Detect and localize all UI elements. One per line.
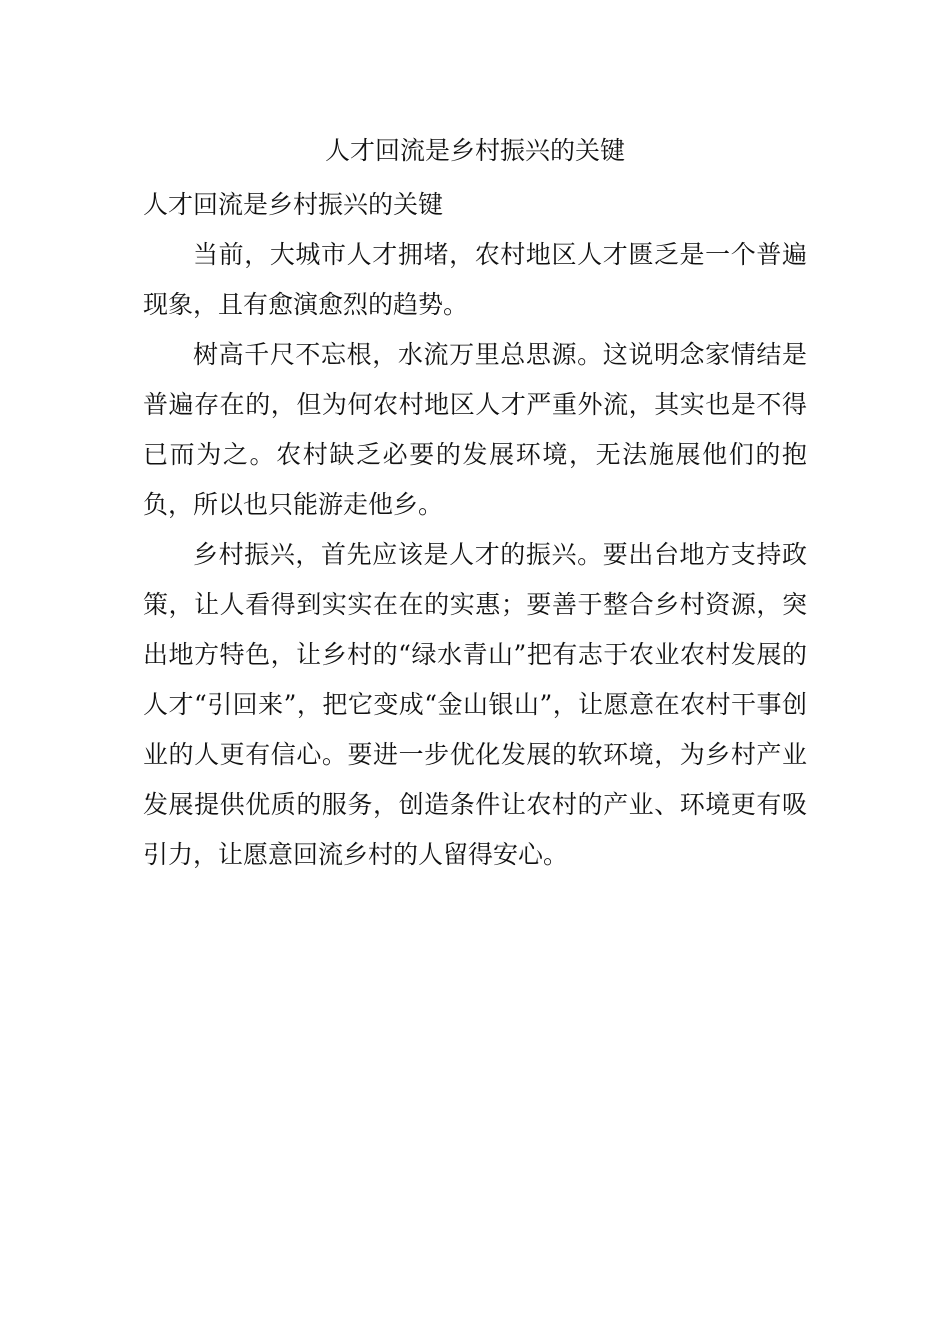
document-subtitle: 人才回流是乡村振兴的关键	[143, 190, 444, 219]
paragraph-3: 乡村振兴，首先应该是人才的振兴。要出台地方支持政策，让人看得到实实在在的实惠；要善于整合乡村资源，突出地方特色，让乡村的“绿水青山”把有志于农业农村发展的人才“引回来”，把它变成“金山银山”，让愿意在农村干事创业的人更有信心。要进一步优化发展的软环境，为乡村产业发展提供优质的服务，创造条件让农村的产业、环境更有吸引力，让愿意回流乡村的人留得安心。	[143, 540, 807, 869]
document-title: 人才回流是乡村振兴的关键	[324, 136, 625, 165]
paragraph-1: 当前，大城市人才拥堵，农村地区人才匮乏是一个普遍现象，且有愈演愈烈的趋势。	[143, 240, 807, 319]
document-body	[143, 180, 807, 880]
paragraph-2: 树高千尺不忘根，水流万里总思源。这说明念家情结是普遍存在的，但为何农村地区人才严重外流，其实也是不得已而为之。农村缺乏必要的发展环境，无法施展他们的抱负，所以也只能游走他乡。	[143, 340, 807, 519]
